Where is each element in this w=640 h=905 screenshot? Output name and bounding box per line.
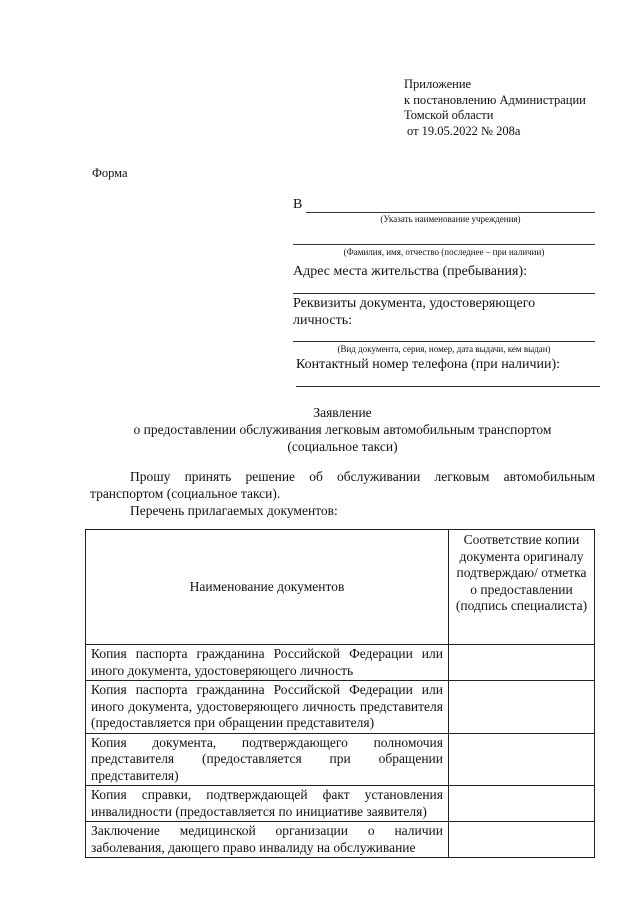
appendix-line: Томской области	[404, 108, 494, 122]
appendix-line: от 19.05.2022 № 208а	[407, 123, 521, 138]
title-line-3: (социальное такси)	[287, 439, 398, 454]
title-line-2: о предоставлении обслуживания легковым автомобильным транспортом	[133, 422, 552, 437]
signature-cell[interactable]	[449, 822, 595, 858]
col-header-documents: Наименование документов	[86, 530, 449, 645]
document-name: Копия паспорта гражданина Российской Федерации или иного документа, удостоверяющего личность	[86, 645, 449, 681]
document-name: Копия документа, подтверждающего полномочия представителя (предоставляется при обращении представителя)	[86, 733, 449, 786]
appendix-line: Приложение	[404, 77, 472, 91]
appendix-line: к постановлению Администрации	[404, 92, 586, 107]
table-row	[86, 733, 595, 786]
table-row	[86, 822, 595, 858]
title-line-1: Заявление	[313, 405, 372, 420]
id-doc-label-2: личность:	[293, 313, 352, 328]
id-doc-line	[293, 341, 595, 342]
document-name: Копия паспорта гражданина Российской Федерации или иного документа, удостоверяющего личность представителя (предоставляется при обращении представителя)	[86, 681, 449, 734]
signature-cell[interactable]	[449, 645, 595, 681]
request-paragraph: Прошу принять решение об обслуживании легковым автомобильным транспортом (социальное такси).	[90, 469, 595, 501]
signature-cell[interactable]	[449, 786, 595, 822]
phone-line	[296, 386, 600, 387]
institution-hint: (Указать наименование учреждения)	[380, 214, 521, 224]
id-doc-hint: (Вид документа, серия, номер, дата выдачи, кем выдан)	[337, 344, 551, 354]
id-doc-label-1: Реквизиты документа, удостоверяющего	[293, 296, 536, 311]
signature-cell[interactable]	[449, 733, 595, 786]
address-line	[293, 293, 595, 294]
appendix-block	[404, 77, 586, 139]
table-row	[86, 681, 595, 734]
address-label: Адрес места жительства (пребывания):	[293, 264, 528, 279]
document-name: Копия справки, подтверждающей факт установления инвалидности (предоставляется по инициативе заявителя)	[86, 786, 449, 822]
documents-table	[85, 529, 595, 858]
docs-list-label: Перечень прилагаемых документов:	[130, 503, 338, 518]
table-header-row	[86, 530, 595, 645]
table-row	[86, 645, 595, 681]
fio-hint: (Фамилия, имя, отчество (последнее – при наличии)	[343, 247, 545, 257]
phone-label: Контактный номер телефона (при наличии):	[296, 357, 561, 372]
institution-line	[306, 212, 595, 213]
to-prefix: В	[293, 197, 303, 212]
fio-line	[293, 244, 595, 245]
table-row	[86, 786, 595, 822]
col-header-confirmation: Соответствие копии документа оригиналу подтверждаю/ отметка о предоставлении (подпись специалиста)	[449, 530, 595, 645]
form-label: Форма	[92, 166, 128, 180]
signature-cell[interactable]	[449, 681, 595, 734]
document-name: Заключение медицинской организации о наличии заболевания, дающего право инвалиду на обслуживание	[86, 822, 449, 858]
